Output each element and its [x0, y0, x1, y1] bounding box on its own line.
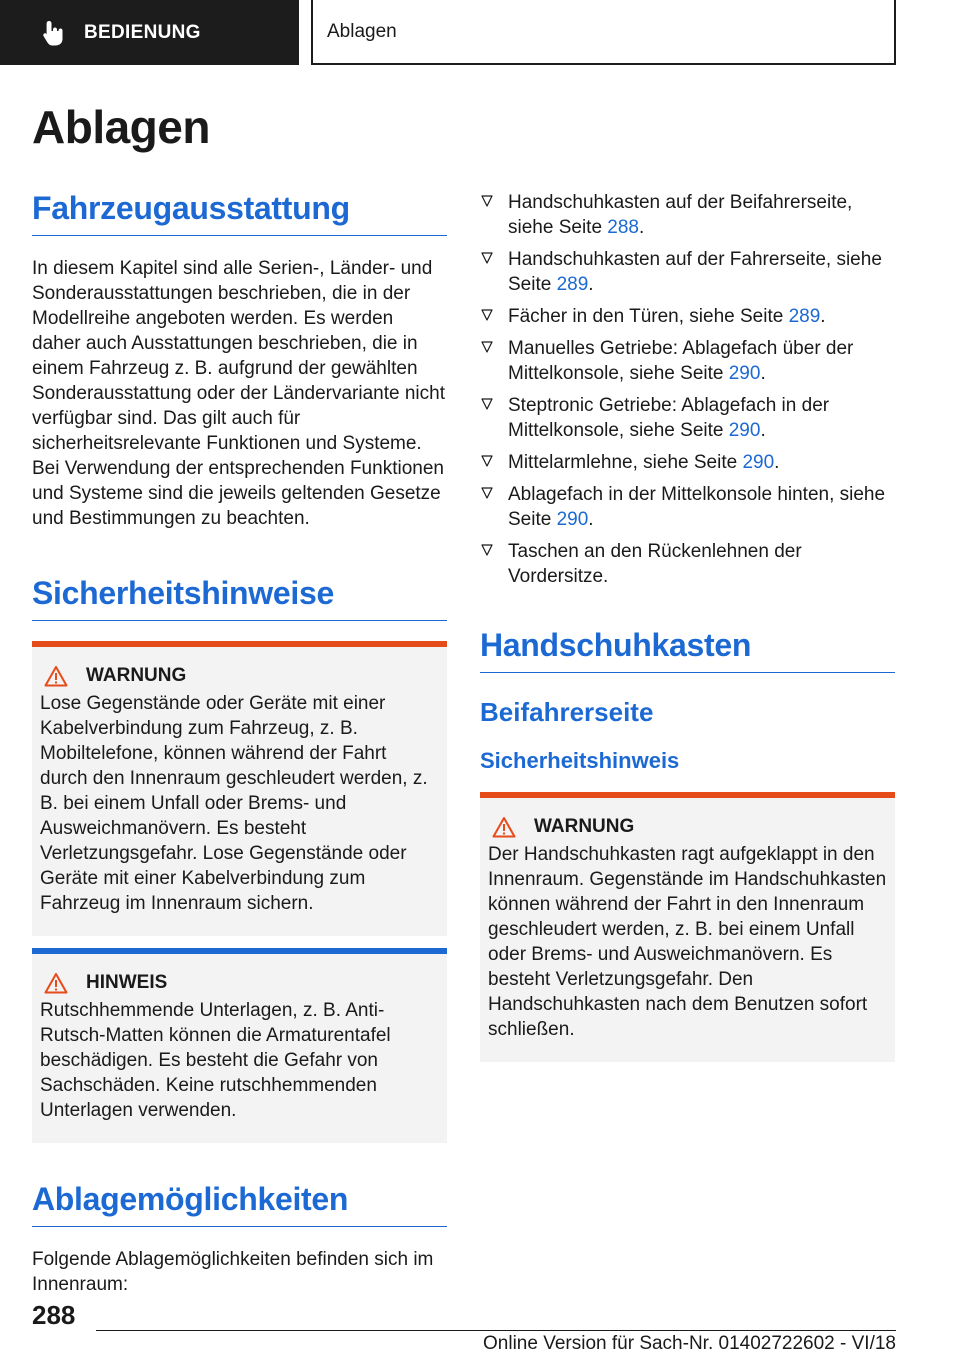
- hand-pointer-icon: [40, 19, 68, 47]
- list-item: Steptronic Getriebe: Ablagefach in der Mittelkonsole, siehe Seite 290.: [480, 393, 895, 443]
- warning-triangle-icon: [492, 816, 516, 838]
- header-section-tab: [0, 0, 299, 65]
- warning-label: WARNUNG: [86, 665, 187, 686]
- page-reference-link[interactable]: 290: [742, 452, 775, 473]
- page-reference-link[interactable]: 289: [788, 306, 821, 327]
- list-item: Mittelarmlehne, siehe Seite 290.: [480, 450, 895, 475]
- notice-label: HINWEIS: [86, 972, 168, 993]
- heading-ablagemoeglichkeiten: Ablagemöglichkeiten: [32, 1181, 447, 1227]
- paragraph-fahrzeugausstattung: In diesem Kapitel sind alle Serien-, Länder- und Sonderausstattungen beschrieben, die in der Modellreihe angeboten werden. Es werden daher auch Ausstattungen beschrieben, die in einem Fahrzeug z. B. aufgrund der gewählten Sonderausstattung oder der Ländervariante nicht verfügbar sind. Das gilt auch für sicherheitsrelevante Funktionen und Systeme. Bei Verwendung der entsprechenden Funktionen und Systeme sind die jeweils geltenden Gesetze und Bestimmungen zu beachten.: [32, 258, 445, 529]
- notice-text: Rutschhemmende Unterlagen, z. B. Anti-Rutsch-Matten können die Armaturentafel beschädigen. Es besteht die Gefahr von Sachschäden. Keine rutschhemmenden Unterlagen verwenden.: [40, 1000, 391, 1121]
- triangle-bullet-icon: [480, 340, 494, 354]
- paragraph-ablagemoeglichkeiten: Folgende Ablagemöglichkeiten befinden sich im Innenraum:: [32, 1249, 434, 1295]
- warning-box: [32, 641, 447, 936]
- list-item: Manuelles Getriebe: Ablagefach über der Mittelkonsole, siehe Seite 290.: [480, 336, 895, 386]
- right-column: [480, 190, 895, 1062]
- header-chapter-label: Ablagen: [327, 20, 397, 42]
- notice-triangle-icon: [44, 972, 68, 994]
- list-item: Handschuhkasten auf der Beifahrerseite, siehe Seite 288.: [480, 190, 895, 240]
- warning-box: [480, 792, 895, 1062]
- page-reference-link[interactable]: 288: [607, 217, 639, 238]
- page-reference-link[interactable]: 290: [728, 420, 761, 441]
- warning-label: WARNUNG: [534, 816, 635, 837]
- list-item: Handschuhkasten auf der Fahrerseite, siehe Seite 289.: [480, 247, 895, 297]
- storage-list: [480, 190, 895, 589]
- triangle-bullet-icon: [480, 543, 494, 557]
- heading-beifahrerseite: Beifahrerseite: [480, 697, 654, 727]
- page-number: 288: [32, 1300, 76, 1330]
- triangle-bullet-icon: [480, 194, 494, 208]
- list-item: Taschen an den Rückenlehnen der Vordersitze.: [480, 539, 895, 589]
- page-reference-link[interactable]: 289: [556, 274, 589, 295]
- heading-sicherheitshinweis: Sicherheitshinweis: [480, 748, 680, 773]
- triangle-bullet-icon: [480, 397, 494, 411]
- warning-text: Der Handschuhkasten ragt aufgeklappt in den Innenraum. Gegenstände im Handschuhkasten können während der Fahrt in den Innenraum geschleudert werden, z. B. bei einem Unfall oder Brems- und Ausweichmanövern. Es besteht Verletzungsgefahr. Den Handschuhkasten nach dem Benutzen sofort schließen.: [488, 844, 887, 1040]
- warning-triangle-icon: [44, 665, 68, 687]
- page-reference-link[interactable]: 290: [728, 363, 761, 384]
- triangle-bullet-icon: [480, 454, 494, 468]
- heading-sicherheitshinweise: Sicherheitshinweise: [32, 575, 447, 621]
- header-section-label: BEDIENUNG: [84, 21, 201, 43]
- page-reference-link[interactable]: 290: [556, 509, 589, 530]
- header-chapter-box: [311, 0, 896, 65]
- footer-version-text: Online Version für Sach-Nr. 01402722602 - VI/18: [483, 1333, 896, 1354]
- list-item: Fächer in den Türen, siehe Seite 289.: [480, 304, 895, 329]
- notice-box: [32, 948, 447, 1143]
- left-column: [32, 190, 447, 1297]
- list-item: Ablagefach in der Mittelkonsole hinten, siehe Seite 290.: [480, 482, 895, 532]
- triangle-bullet-icon: [480, 486, 494, 500]
- page-title: Ablagen: [32, 101, 210, 153]
- heading-handschuhkasten: Handschuhkasten: [480, 627, 895, 673]
- warning-text: Lose Gegenstände oder Geräte mit einer Kabelverbindung zum Fahrzeug, z. B. Mobiltelefone, können während der Fahrt durch den Innenraum geschleudert werden, z. B. bei einem Unfall oder Brems- und Ausweichmanövern. Es besteht Verletzungsgefahr. Lose Gegenstände oder Geräte mit einer Kabelverbindung zum Fahrzeug im Innenraum sichern.: [40, 693, 428, 914]
- heading-fahrzeugausstattung: Fahrzeugausstattung: [32, 190, 447, 236]
- triangle-bullet-icon: [480, 308, 494, 322]
- footer-divider: [96, 1330, 896, 1331]
- triangle-bullet-icon: [480, 251, 494, 265]
